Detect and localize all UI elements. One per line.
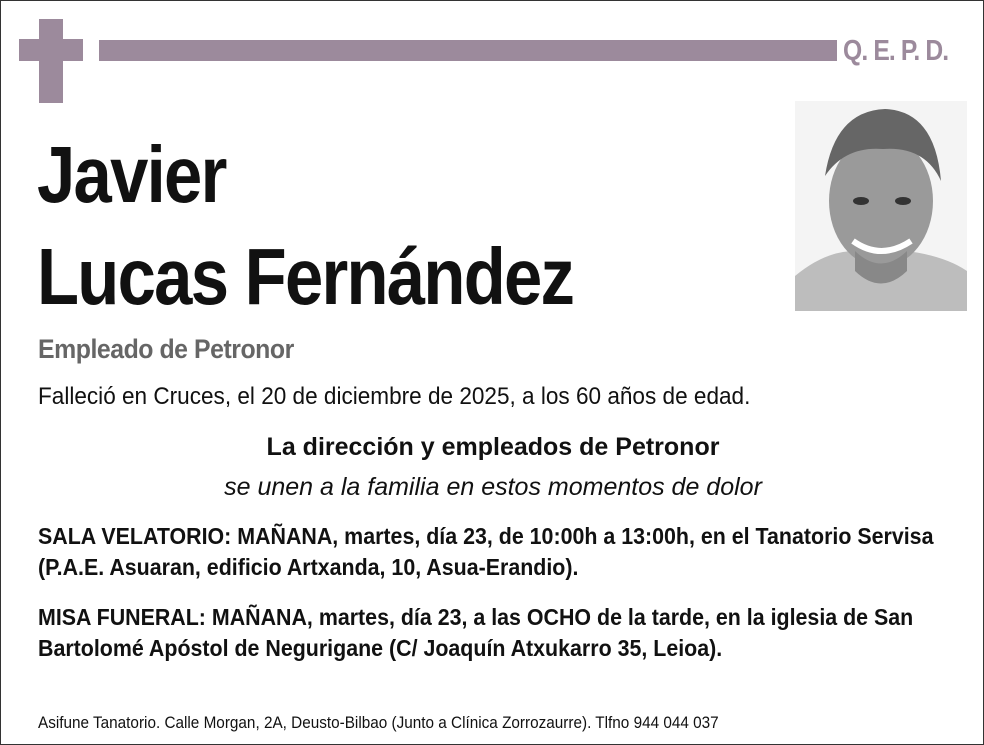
header-rule [99, 40, 837, 61]
cross-icon-arm [19, 39, 83, 61]
death-notice: Falleció en Cruces, el 20 de diciembre de 2025, a los 60 años de edad. [38, 383, 751, 410]
cross-icon [39, 19, 63, 103]
condolence-message: se unen a la familia en estos momentos de dolor [224, 473, 762, 501]
portrait-photo [795, 101, 967, 311]
wake-details: SALA VELATORIO: MAÑANA, martes, día 23, de 10:00h a 13:00h, en el Tanatorio Servisa (P.A.E. Asuaran, edificio Artxanda, 10, Asua-Erandio). [38, 523, 934, 580]
occupation: Empleado de Petronor [38, 334, 294, 364]
funeral-details: MISA FUNERAL: MAÑANA, martes, día 23, a las OCHO de la tarde, en la iglesia de San Bartolomé Apóstol de Negurigane (C/ Joaquín Atxukarro 35, Leioa). [38, 604, 914, 661]
condolence-from: La dirección y empleados de Petronor [266, 433, 720, 461]
surnames: Lucas Fernández [37, 232, 574, 321]
funeral-home-footer: Asifune Tanatorio. Calle Morgan, 2A, Deusto-Bilbao (Junto a Clínica Zorrozaurre). Tlfno 944 044 037 [38, 713, 719, 732]
first-name: Javier [37, 130, 226, 219]
qepd-label: Q. E. P. D. [843, 35, 949, 67]
